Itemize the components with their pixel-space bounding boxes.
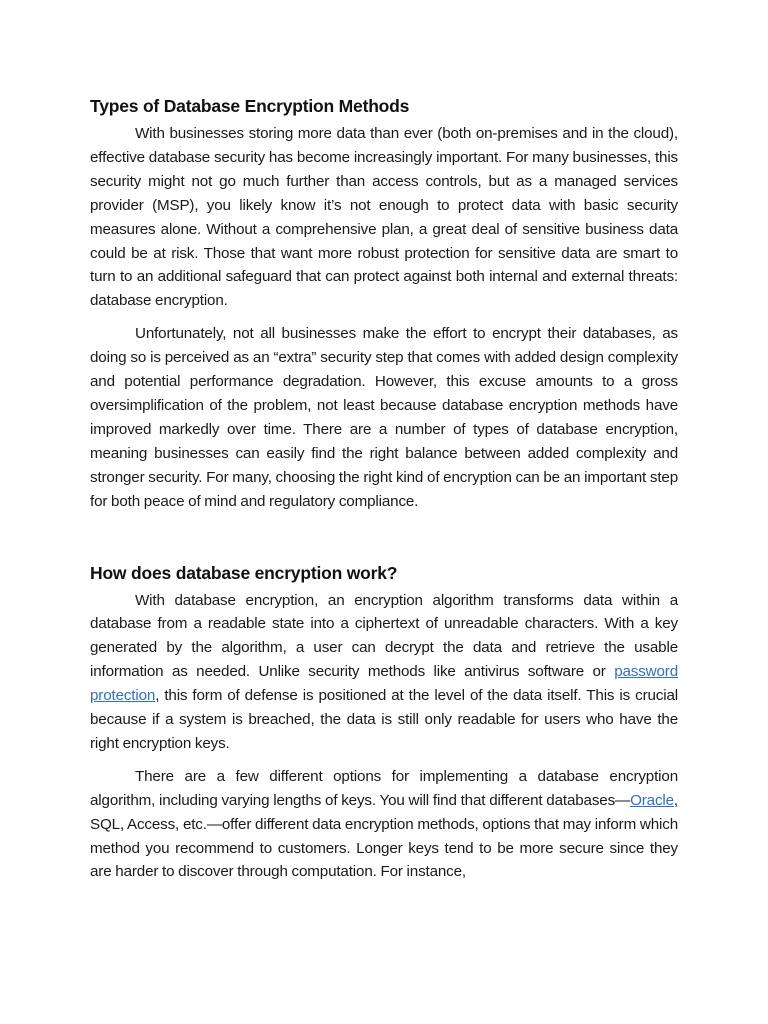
paragraph-unfortunately: Unfortunately, not all businesses make the effort to encrypt their databases, as doing so is perceived as an “extra” security step that comes with added design complexity and potential performance degradation. However, this excuse amounts to a gross oversimplification of the problem, not least because database encryption methods have improved markedly over time. There are a number of types of database encryption, meaning businesses can easily find the right balance between added complexity and stronger security. For many, choosing the right kind of encryption can be an important step for both peace of mind and regulatory compliance. xyxy=(90,325,678,510)
section-how-it-works xyxy=(90,559,678,589)
paragraph-text: , SQL, Access, etc.—offer different data encryption methods, options that may inform which method you recommend to customers. Longer keys tend to be more secure since they are harder to discover through computation. For instance, xyxy=(90,791,678,881)
password-protection-link[interactable]: password protection xyxy=(90,663,678,705)
paragraph-algorithm xyxy=(90,589,678,756)
document-page xyxy=(90,92,678,884)
paragraph-text: There are a few different options for implementing a database encryption algorithm, including varying lengths of keys. You will find that different databases— xyxy=(90,767,678,809)
heading-how-encryption-works: How does database encryption work? xyxy=(90,562,398,583)
paragraph-text: , this form of defense is positioned at the level of the data itself. This is crucial because if a system is breached, the data is still only readable for users who have the right encryption keys. xyxy=(90,687,678,752)
paragraph-options xyxy=(90,765,678,885)
paragraph-text: With database encryption, an encryption algorithm transforms data within a database from a readable state into a ciphertext of unreadable characters. With a key generated by the algorithm, a user can decrypt the data and retrieve the usable information as needed. Unlike security methods like antivirus software or xyxy=(90,591,678,681)
oracle-link[interactable]: Oracle xyxy=(630,791,674,809)
paragraph-intro: With businesses storing more data than ever (both on-premises and in the cloud), effective database security has become increasingly important. For many businesses, this security might not go much further than access controls, but as a managed services provider (MSP), you likely know it’s not enough to protect data with basic security measures alone. Without a comprehensive plan, a great deal of sensitive business data could be at risk. Those that want more robust protection for sensitive data are smart to turn to an additional safeguard that can protect against both internal and external threats: database encryption. xyxy=(90,125,678,310)
section-types xyxy=(90,92,678,122)
heading-types-of-encryption: Types of Database Encryption Methods xyxy=(90,96,410,116)
